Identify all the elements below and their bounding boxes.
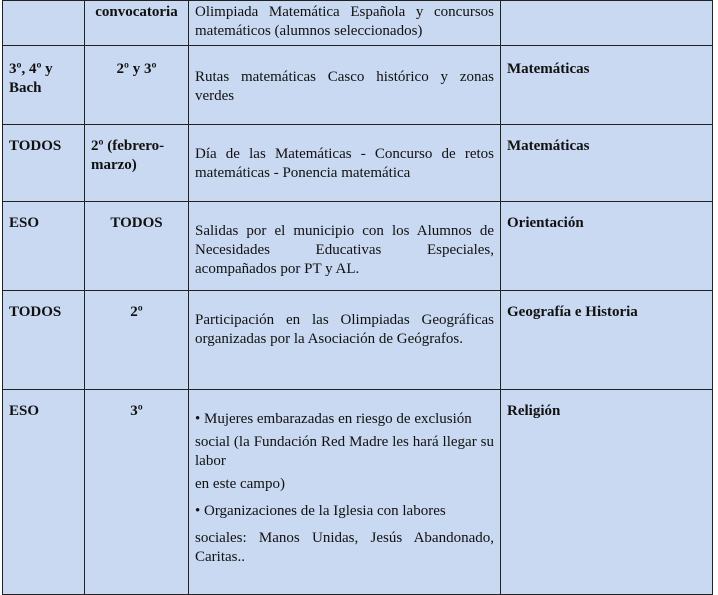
curso-cell: 2º (febrero-marzo) xyxy=(85,125,189,202)
actividad-cell: Olimpiada Matemática Española y concursos matemáticos (alumnos seleccionados) xyxy=(189,1,501,46)
curso-cell: TODOS xyxy=(85,202,189,291)
table-row xyxy=(3,46,713,125)
departamento-cell: Matemáticas xyxy=(501,46,713,125)
table-row xyxy=(3,1,713,46)
table-row xyxy=(3,125,713,202)
departamento-cell: Matemáticas xyxy=(501,125,713,202)
curso-cell: 2º y 3º xyxy=(85,46,189,125)
actividad-line: en este campo) xyxy=(195,476,285,492)
actividad-cell: Participación en las Olimpiadas Geográficas organizadas por la Asociación de Geógrafos. xyxy=(189,291,501,390)
grupo-cell: ESO xyxy=(3,390,85,595)
grupo-cell: ESO xyxy=(3,202,85,291)
departamento-cell: Orientación xyxy=(501,202,713,291)
curso-cell: 2º xyxy=(85,291,189,390)
grupo-cell: 3º, 4º y Bach xyxy=(3,46,85,125)
grupo-cell xyxy=(3,1,85,46)
curso-cell: convocatoria xyxy=(85,1,189,46)
table-row xyxy=(3,390,713,595)
departamento-cell: Geografía e Historia xyxy=(501,291,713,390)
grupo-cell: TODOS xyxy=(3,125,85,202)
actividad-line: social (la Fundación Red Madre les hará llegar su labor xyxy=(195,434,494,469)
departamento-cell xyxy=(501,1,713,46)
actividad-cell: Día de las Matemáticas - Concurso de retos matemáticas - Ponencia matemática xyxy=(189,125,501,202)
departamento-cell: Religión xyxy=(501,390,713,595)
table-row xyxy=(3,291,713,390)
table-row xyxy=(3,202,713,291)
actividad-cell: Salidas por el municipio con los Alumnos de Necesidades Educativas Especiales, acompañados por PT y AL. xyxy=(189,202,501,291)
actividad-cell: Rutas matemáticas Casco histórico y zonas verdes xyxy=(189,46,501,125)
curso-cell: 3º xyxy=(85,390,189,595)
actividad-line: • Mujeres embarazadas en riesgo de exclusión xyxy=(195,411,472,427)
grupo-cell: TODOS xyxy=(3,291,85,390)
actividad-line: • Organizaciones de la Iglesia con labores xyxy=(195,503,446,519)
activities-table xyxy=(2,0,713,595)
actividad-line: sociales: Manos Unidas, Jesús Abandonado, Caritas.. xyxy=(195,530,494,565)
actividad-cell xyxy=(189,390,501,595)
